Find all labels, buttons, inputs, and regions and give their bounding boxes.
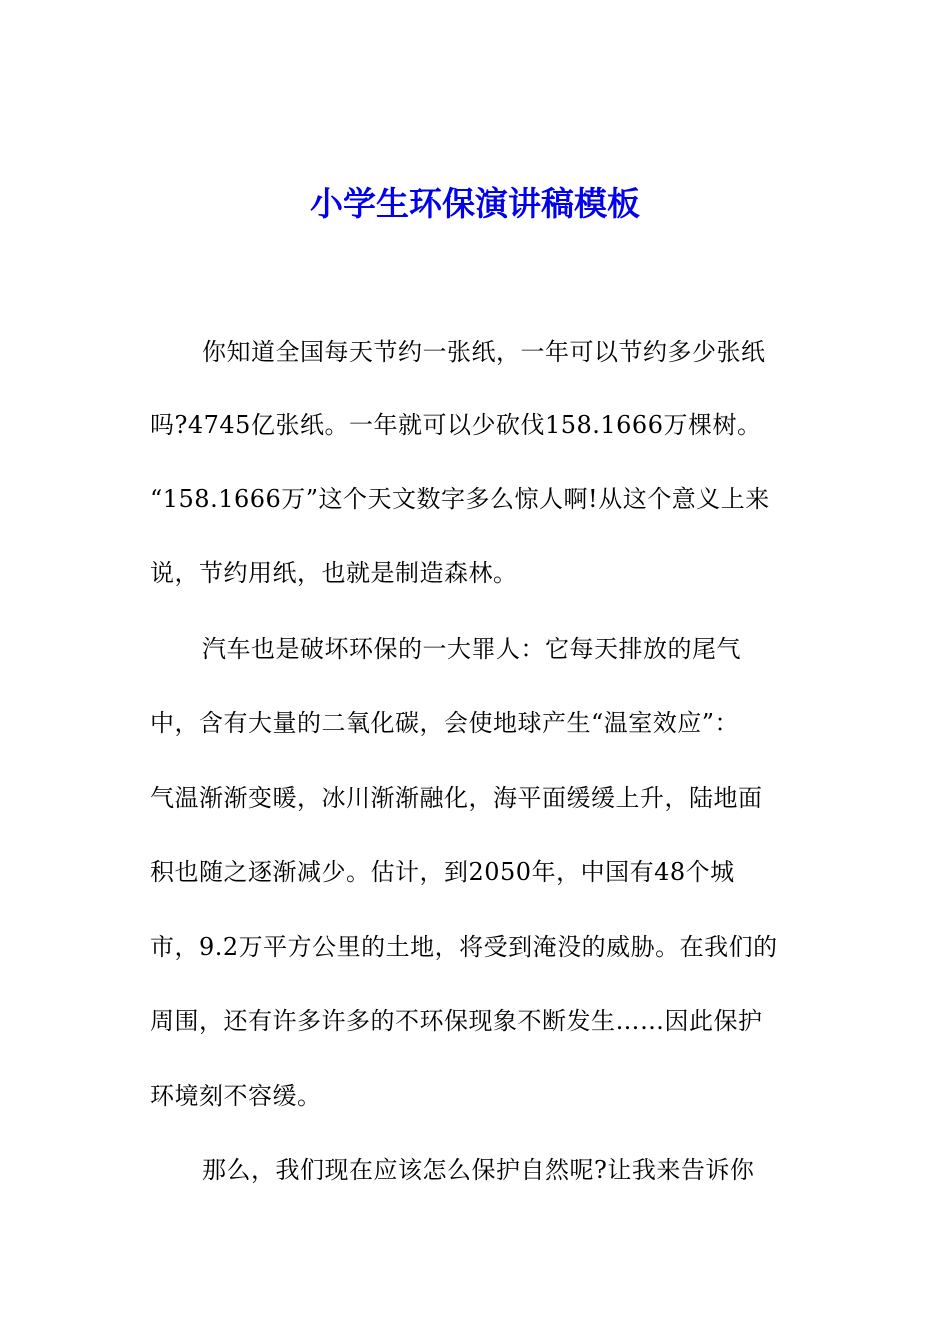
document-title: 小学生环保演讲稿模板 [310, 184, 640, 223]
paragraph-line: 气温渐渐变暖，冰川渐渐融化，海平面缓缓上升，陆地面 [150, 784, 763, 812]
paragraph-line: 吗?4745亿张纸。一年就可以少砍伐158.1666万棵树。 [150, 411, 762, 439]
paragraph-line: 那么，我们现在应该怎么保护自然呢?让我来告诉你 [202, 1156, 755, 1184]
paragraph-line: 说，节约用纸，也就是制造森林。 [150, 559, 518, 587]
paragraph-line: 环境刻不容缓。 [150, 1082, 322, 1110]
paragraph-line: 中，含有大量的二氧化碳，会使地球产生“温室效应”： [150, 709, 740, 737]
paragraph-line: 积也随之逐渐减少。估计，到2050年，中国有48个城 [150, 858, 735, 886]
paragraph-line: 市，9.2万平方公里的土地，将受到淹没的威胁。在我们的 [150, 933, 778, 961]
paragraph-line: “158.1666万”这个天文数字多么惊人啊!从这个意义上来 [150, 485, 770, 513]
paragraph-line: 周围，还有许多许多的不环保现象不断发生……因此保护 [150, 1007, 763, 1035]
paragraph-line: 你知道全国每天节约一张纸，一年可以节约多少张纸 [202, 338, 766, 366]
paragraph-line: 汽车也是破坏环保的一大罪人：它每天排放的尾气 [202, 635, 741, 663]
